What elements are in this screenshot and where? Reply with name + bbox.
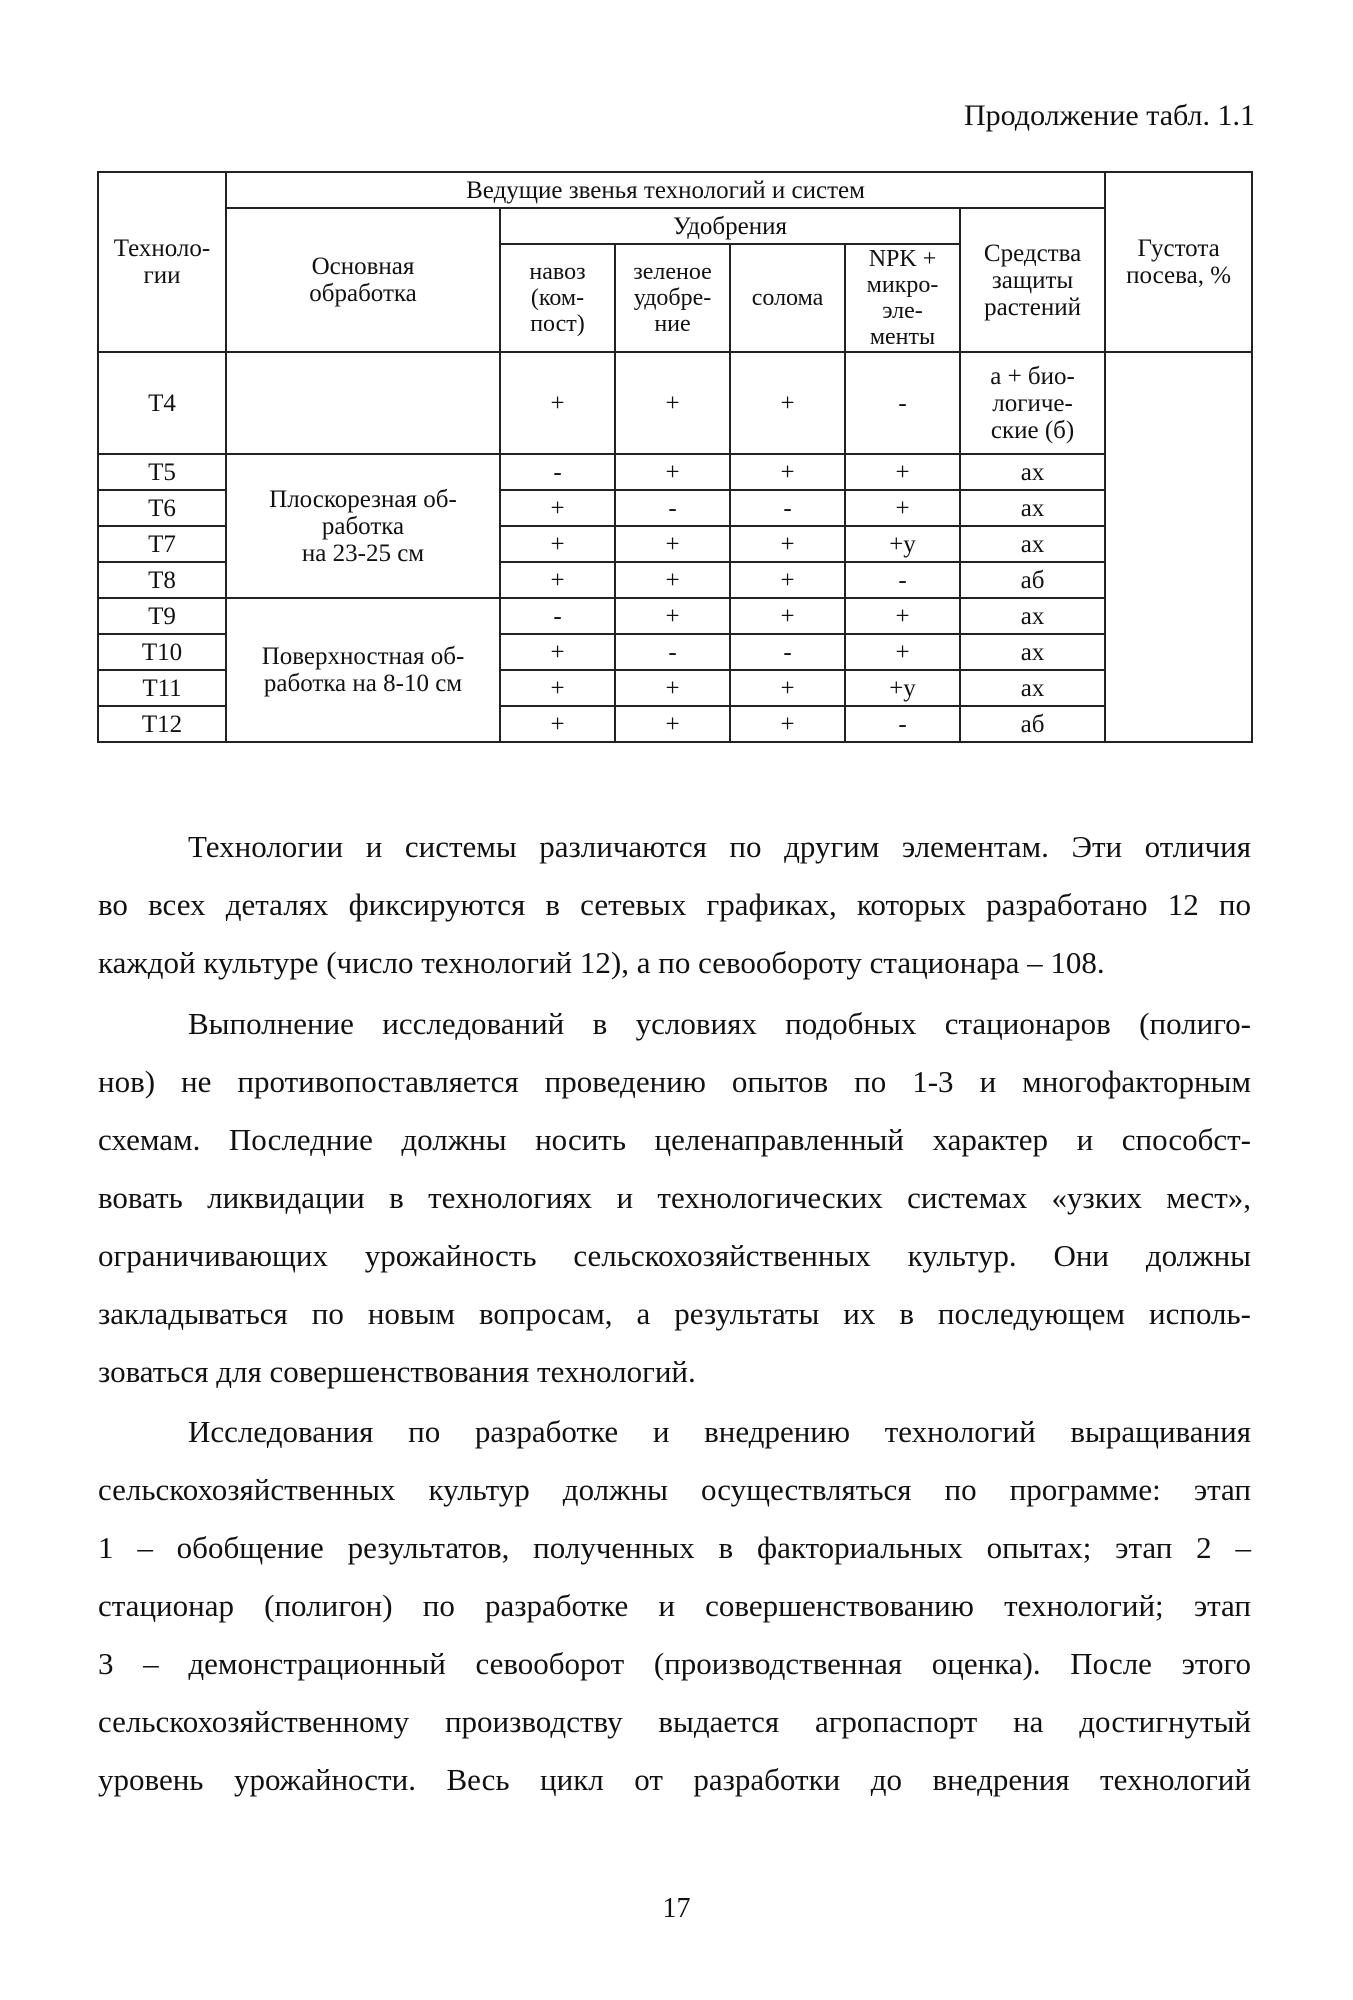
cell-protection: ах xyxy=(960,670,1105,706)
cell-green: - xyxy=(615,634,730,670)
cell-npk: + xyxy=(845,598,960,634)
cell-protection: ах xyxy=(960,490,1105,526)
table-row xyxy=(98,454,1252,490)
header-straw: солома xyxy=(730,244,845,352)
paragraph-2 xyxy=(98,995,1251,1401)
cell-tech: Т7 xyxy=(98,526,226,562)
cell-straw: + xyxy=(730,562,845,598)
cell-green: + xyxy=(615,670,730,706)
header-green-manure: зеленое удобре- ние xyxy=(615,244,730,352)
cell-tech: Т4 xyxy=(98,352,226,454)
table-row xyxy=(98,352,1252,454)
paragraph-3 xyxy=(98,1403,1251,1809)
cell-green: + xyxy=(615,598,730,634)
cell-manure: - xyxy=(500,598,615,634)
cell-green: + xyxy=(615,562,730,598)
cell-tech: Т8 xyxy=(98,562,226,598)
cell-manure: + xyxy=(500,490,615,526)
cell-manure: + xyxy=(500,706,615,742)
cell-npk: - xyxy=(845,352,960,454)
cell-tech: Т5 xyxy=(98,454,226,490)
cell-npk: + xyxy=(845,490,960,526)
cell-npk: +у xyxy=(845,670,960,706)
text-line: во всех деталях фиксируются в сетевых графиках, которых разработано 12 по xyxy=(98,887,1251,922)
cell-tech: Т6 xyxy=(98,490,226,526)
header-fertilizers: Удобрения xyxy=(500,208,960,244)
cell-straw: + xyxy=(730,670,845,706)
cell-protection: а + био- логиче- ские (б) xyxy=(960,352,1105,454)
cell-protection: аб xyxy=(960,562,1105,598)
header-density: Густота посева, % xyxy=(1105,172,1252,352)
cell-manure: + xyxy=(500,562,615,598)
cell-protection: ах xyxy=(960,634,1105,670)
text-line: уровень урожайности. Весь цикл от разработки до внедрения технологий xyxy=(98,1762,1251,1797)
header-main-tillage: Основная обработка xyxy=(226,208,500,352)
cell-straw: + xyxy=(730,526,845,562)
cell-main-flat-cut: Плоскорезная об- работка на 23-25 см xyxy=(226,454,500,598)
cell-tech: Т9 xyxy=(98,598,226,634)
cell-straw: + xyxy=(730,352,845,454)
cell-green: + xyxy=(615,352,730,454)
header-plant-protection: Средства защиты растений xyxy=(960,208,1105,352)
cell-tech: Т12 xyxy=(98,706,226,742)
cell-manure: + xyxy=(500,526,615,562)
text-line: зоваться для совершенствования технологий. xyxy=(98,1354,696,1389)
cell-protection: ах xyxy=(960,454,1105,490)
text-line: сельскохозяйственных культур должны осуществляться по программе: этап xyxy=(98,1472,1251,1507)
cell-green: - xyxy=(615,490,730,526)
text-line: закладываться по новым вопросам, а результаты их в последующем исполь- xyxy=(98,1296,1251,1331)
text-line: ограничивающих урожайность сельскохозяйственных культур. Они должны xyxy=(98,1238,1251,1273)
text-line: вовать ликвидации в технологиях и технологических системах «узких мест», xyxy=(98,1180,1251,1215)
header-manure: навоз (ком- пост) xyxy=(500,244,615,352)
text-line: сельскохозяйственному производству выдается агропаспорт на достигнутый xyxy=(98,1704,1251,1739)
cell-straw: - xyxy=(730,490,845,526)
cell-manure: - xyxy=(500,454,615,490)
cell-main-surface: Поверхностная об- работка на 8-10 см xyxy=(226,598,500,742)
technology-table xyxy=(97,171,1253,743)
cell-protection: аб xyxy=(960,706,1105,742)
cell-main xyxy=(226,352,500,454)
text-line: нов) не противопоставляется проведению опытов по 1-3 и многофакторным xyxy=(98,1064,1251,1099)
page-number: 17 xyxy=(662,1893,691,1924)
cell-straw: + xyxy=(730,598,845,634)
text-line: Технологии и системы различаются по другим элементам. Эти отличия xyxy=(188,829,1251,864)
cell-green: + xyxy=(615,706,730,742)
cell-tech: Т11 xyxy=(98,670,226,706)
cell-green: + xyxy=(615,526,730,562)
cell-npk: - xyxy=(845,562,960,598)
cell-npk: + xyxy=(845,634,960,670)
cell-manure: + xyxy=(500,634,615,670)
text-line: схемам. Последние должны носить целенаправленный характер и способст- xyxy=(98,1122,1251,1157)
cell-density-empty xyxy=(1105,352,1252,742)
cell-protection: ах xyxy=(960,526,1105,562)
cell-npk: +у xyxy=(845,526,960,562)
header-npk: NPK + микро- эле- менты xyxy=(845,244,960,352)
table-caption: Продолжение табл. 1.1 xyxy=(964,99,1255,132)
cell-npk: + xyxy=(845,454,960,490)
text-line: 3 – демонстрационный севооборот (производственная оценка). После этого xyxy=(98,1646,1251,1681)
cell-protection: ах xyxy=(960,598,1105,634)
table-row xyxy=(98,598,1252,634)
text-line: Исследования по разработке и внедрению технологий выращивания xyxy=(188,1414,1251,1449)
cell-straw: + xyxy=(730,706,845,742)
cell-npk: - xyxy=(845,706,960,742)
text-line: Выполнение исследований в условиях подобных стационаров (полиго- xyxy=(188,1006,1251,1041)
text-line: 1 – обобщение результатов, полученных в факториальных опытах; этап 2 – xyxy=(98,1530,1251,1565)
cell-straw: - xyxy=(730,634,845,670)
cell-tech: Т10 xyxy=(98,634,226,670)
text-line: стационар (полигон) по разработке и совершенствованию технологий; этап xyxy=(98,1588,1251,1623)
cell-manure: + xyxy=(500,670,615,706)
cell-green: + xyxy=(615,454,730,490)
header-leading-links: Ведущие звенья технологий и систем xyxy=(226,172,1105,208)
cell-straw: + xyxy=(730,454,845,490)
header-technologies: Техноло- гии xyxy=(98,172,226,352)
cell-manure: + xyxy=(500,352,615,454)
paragraph-1 xyxy=(98,818,1251,992)
text-line: каждой культуре (число технологий 12), а по севообороту стационара – 108. xyxy=(98,945,1105,980)
